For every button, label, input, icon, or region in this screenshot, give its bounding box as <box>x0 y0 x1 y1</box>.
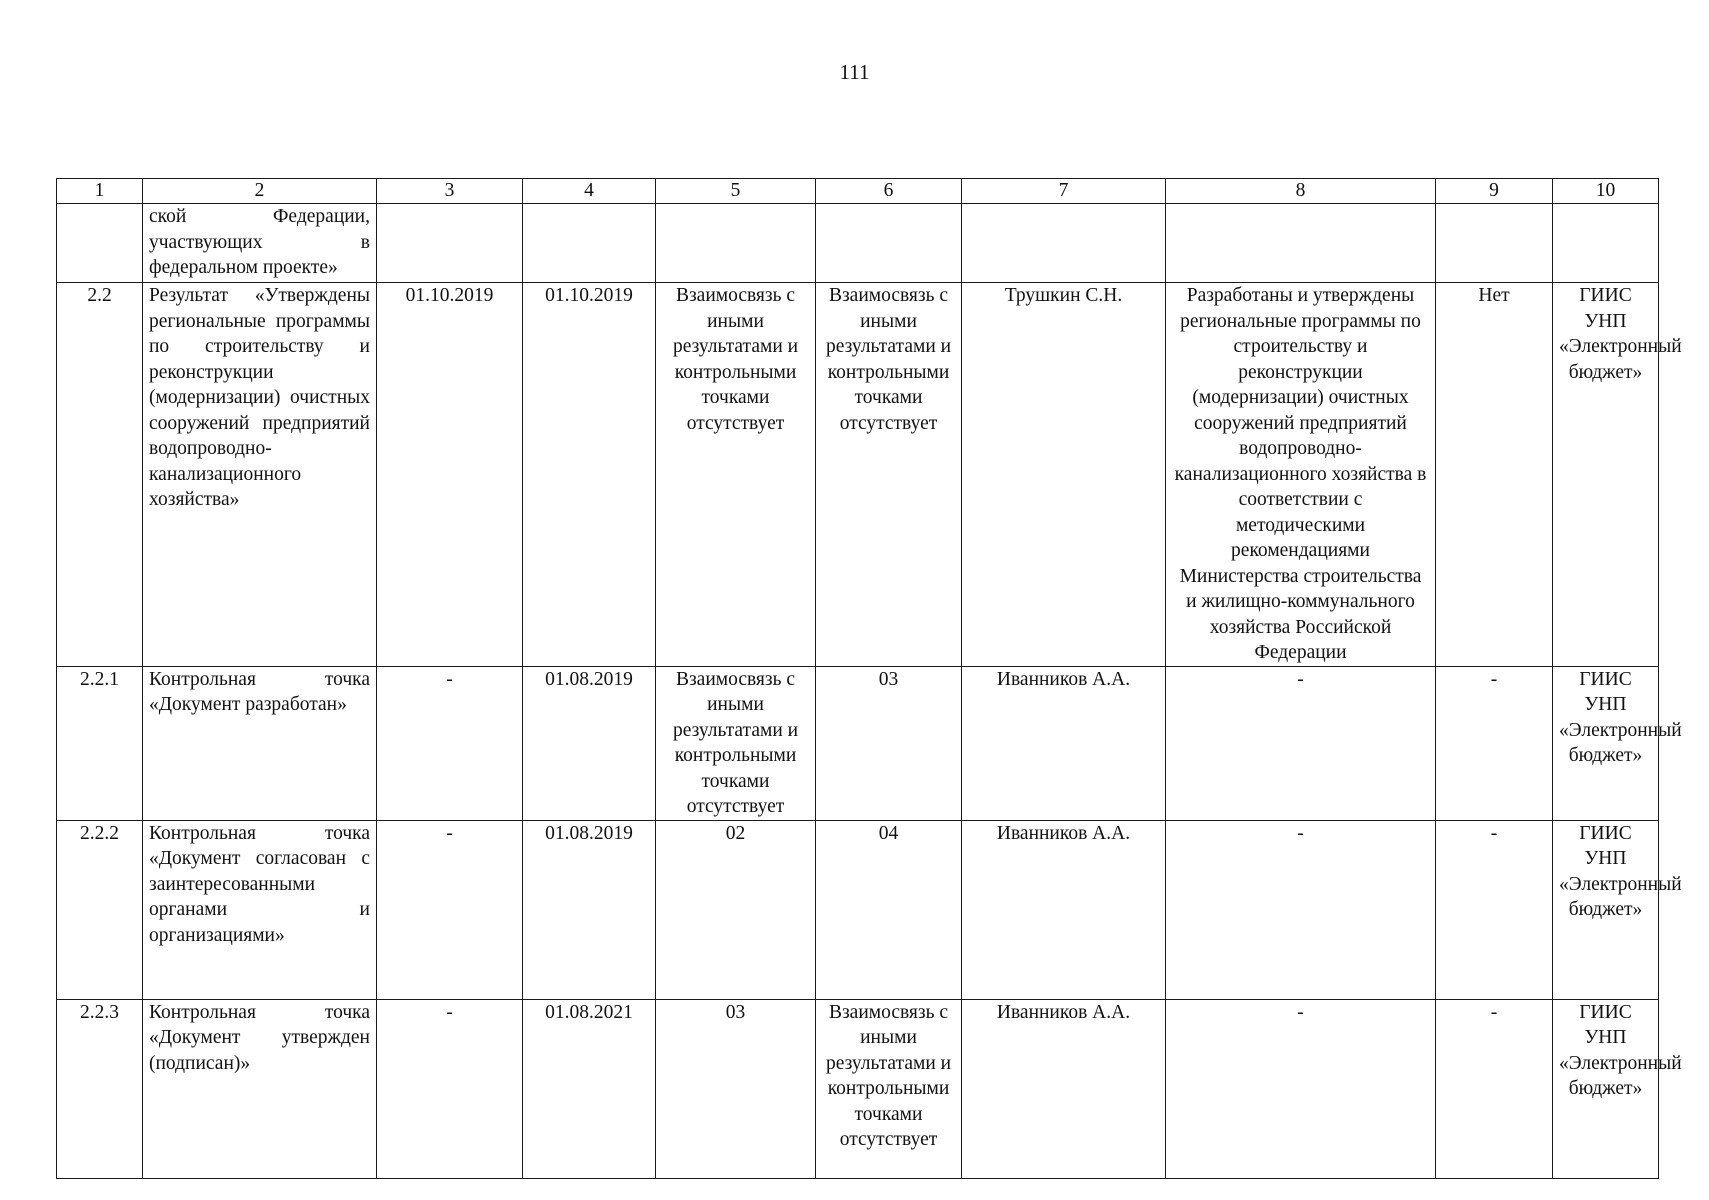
row-start: - <box>377 999 523 1178</box>
page-number: 111 <box>839 60 870 84</box>
table-row <box>57 666 1659 820</box>
header-cell: 7 <box>962 179 1166 204</box>
plan-table <box>56 178 1682 1179</box>
row-successor: Взаимосвязь с иными результатами и контрольными точками отсутствует <box>816 283 962 667</box>
row-successor: Взаимосвязь с иными результатами и контрольными точками отсутствует <box>816 999 962 1178</box>
row-number: 2.2 <box>57 283 143 667</box>
row-end <box>523 204 656 283</box>
header-cell: 6 <box>816 179 962 204</box>
row-result-type: Разработаны и утверждены региональные программы по строительству и реконструкции (модернизации) очистных сооружений предприятий водопроводно-канализационного хозяйства в соответствии с методическими рекомендациями Министерства строительства и жилищно-коммунального хозяйства Российской Федерации <box>1166 283 1436 667</box>
row-result-type: - <box>1166 999 1436 1178</box>
header-cell: 5 <box>656 179 816 204</box>
row-successor: 03 <box>816 666 962 820</box>
row-responsible: Иванников А.А. <box>962 820 1166 999</box>
header-cell: 2 <box>143 179 377 204</box>
row-end: 01.10.2019 <box>523 283 656 667</box>
row-number <box>57 204 143 283</box>
row-system: ГИИС УНП «Электронный бюджет» <box>1553 820 1659 999</box>
table-row <box>57 999 1659 1178</box>
row-number: 2.2.3 <box>57 999 143 1178</box>
row-name: Контрольная точка «Документ утвержден (подписан)» <box>143 999 377 1178</box>
header-cell: 4 <box>523 179 656 204</box>
row-start: 01.10.2019 <box>377 283 523 667</box>
row-responsible: Иванников А.А. <box>962 999 1166 1178</box>
row-predecessor: 02 <box>656 820 816 999</box>
row-start: - <box>377 666 523 820</box>
row-start: - <box>377 820 523 999</box>
row-responsible <box>962 204 1166 283</box>
row-responsible: Иванников А.А. <box>962 666 1166 820</box>
row-start <box>377 204 523 283</box>
row-name: ской Федерации, участвующих в федеральном проекте» <box>143 204 377 283</box>
row-system: ГИИС УНП «Электронный бюджет» <box>1553 666 1659 820</box>
header-row <box>57 179 1659 204</box>
row-successor: 04 <box>816 820 962 999</box>
row-name: Результат «Утверждены региональные программы по строительству и реконструкции (модернизации) очистных сооружений предприятий водопроводно-канализационного хозяйства» <box>143 283 377 667</box>
row-successor <box>816 204 962 283</box>
row-end: 01.08.2021 <box>523 999 656 1178</box>
row-name: Контрольная точка «Документ согласован с заинтересованными органами и организациями» <box>143 820 377 999</box>
row-number: 2.2.1 <box>57 666 143 820</box>
row-end: 01.08.2019 <box>523 666 656 820</box>
row-system <box>1553 204 1659 283</box>
row-number: 2.2.2 <box>57 820 143 999</box>
row-system: ГИИС УНП «Электронный бюджет» <box>1553 999 1659 1178</box>
table-row <box>57 204 1659 283</box>
row-result-type: - <box>1166 820 1436 999</box>
header-cell: 8 <box>1166 179 1436 204</box>
row-level: - <box>1436 820 1553 999</box>
row-level <box>1436 204 1553 283</box>
row-predecessor: Взаимосвязь с иными результатами и контрольными точками отсутствует <box>656 666 816 820</box>
row-predecessor <box>656 204 816 283</box>
row-name: Контрольная точка «Документ разработан» <box>143 666 377 820</box>
row-predecessor: 03 <box>656 999 816 1178</box>
row-end: 01.08.2019 <box>523 820 656 999</box>
header-cell: 9 <box>1436 179 1553 204</box>
header-cell: 3 <box>377 179 523 204</box>
row-system: ГИИС УНП «Электронный бюджет» <box>1553 283 1659 667</box>
row-level: - <box>1436 999 1553 1178</box>
row-predecessor: Взаимосвязь с иными результатами и контрольными точками отсутствует <box>656 283 816 667</box>
header-cell: 10 <box>1553 179 1659 204</box>
table-row <box>57 283 1659 667</box>
row-level: - <box>1436 666 1553 820</box>
row-level: Нет <box>1436 283 1553 667</box>
row-result-type <box>1166 204 1436 283</box>
header-cell: 1 <box>57 179 143 204</box>
table-row <box>57 820 1659 999</box>
row-responsible: Трушкин С.Н. <box>962 283 1166 667</box>
row-result-type: - <box>1166 666 1436 820</box>
